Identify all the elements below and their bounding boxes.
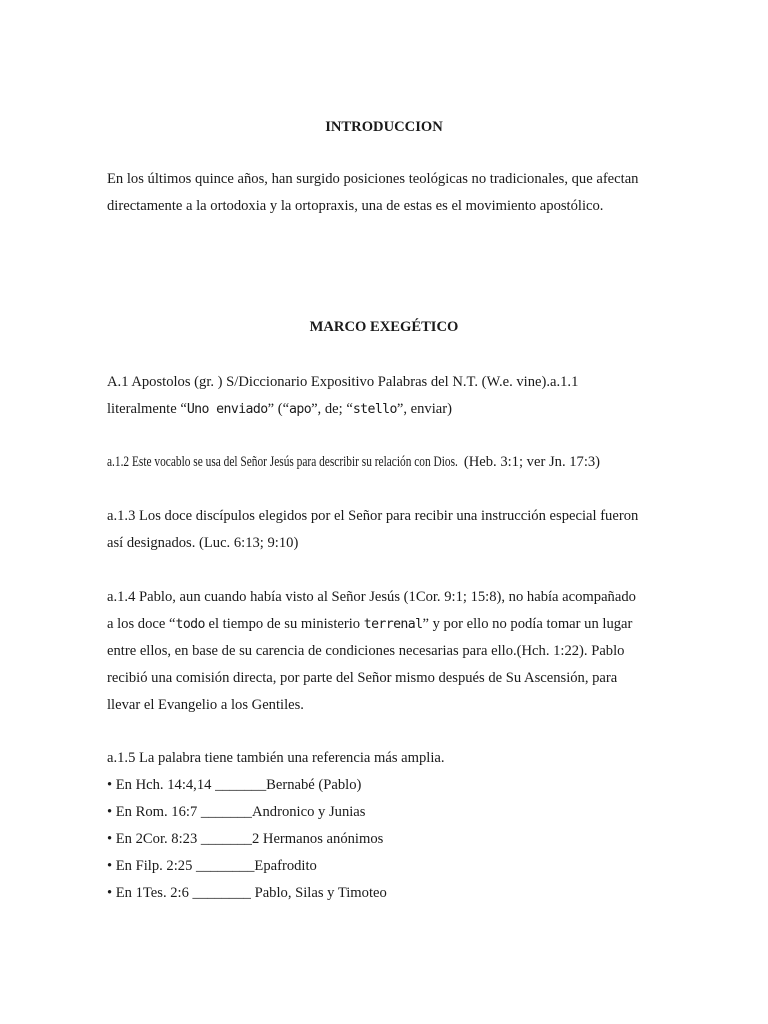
a1-line-1: A.1 Apostolos (gr. ) S/Diccionario Expositivo Palabras del N.T. (W.e. vine).a.1.1 xyxy=(107,374,579,390)
a15-intro: a.1.5 La palabra tiene también una referencia más amplia. xyxy=(107,750,445,766)
quoted-term-stello: stello xyxy=(352,402,397,417)
quoted-term-terrenal: terrenal xyxy=(363,617,423,632)
paragraph-a14 xyxy=(107,584,667,719)
paragraph-a15 xyxy=(107,745,667,907)
quoted-term-uno-enviado: Uno enviado xyxy=(186,402,268,417)
list-item: • En 2Cor. 8:23 _______2 Hermanos anónimos xyxy=(107,831,384,847)
intro-line-2: directamente a la ortodoxia y la ortopraxis, una de estas es el movimiento apostólico. xyxy=(107,198,604,214)
a14-line-5: llevar el Evangelio a los Gentiles. xyxy=(107,697,304,713)
a13-line-2: así designados. (Luc. 6:13; 9:10) xyxy=(107,535,299,551)
section-title-marco-exegetico: MARCO EXEGÉTICO xyxy=(309,319,459,335)
reference-list xyxy=(107,772,667,907)
a12-reference: (Heb. 3:1; ver Jn. 17:3) xyxy=(463,454,601,470)
list-item: • En 1Tes. 2:6 ________ Pablo, Silas y Timoteo xyxy=(107,885,387,901)
paragraph-a13 xyxy=(107,503,667,557)
section-title-introduccion: INTRODUCCION xyxy=(325,119,443,135)
paragraph-a1 xyxy=(107,369,667,423)
list-item: • En Hch. 14:4,14 _______Bernabé (Pablo) xyxy=(107,777,362,793)
a13-line-1: a.1.3 Los doce discípulos elegidos por el Señor para recibir una instrucción especial fueron xyxy=(107,508,639,524)
list-item: • En Rom. 16:7 _______Andronico y Junias xyxy=(107,804,366,820)
a12-condensed-text: a.1.2 Este vocablo se usa del Señor Jesús para describir su relación con Dios. xyxy=(107,454,458,470)
list-item: • En Filp. 2:25 ________Epafrodito xyxy=(107,858,317,874)
a14-line-1: a.1.4 Pablo, aun cuando había visto al Señor Jesús (1Cor. 9:1; 15:8), no había acompañado xyxy=(107,589,636,605)
paragraph-a12 xyxy=(107,449,727,476)
quoted-term-apo: apo xyxy=(289,402,312,417)
a14-line-4: recibió una comisión directa, por parte del Señor mismo después de Su Ascensión, para xyxy=(107,670,618,686)
a14-line-3: entre ellos, en base de su carencia de condiciones necesarias para ello.(Hch. 1:22). Pablo xyxy=(107,643,625,659)
a14-line-2: a los doce “todo el tiempo de su ministerio terrenal” y por ello no podía tomar un lugar xyxy=(107,616,633,632)
intro-line-1: En los últimos quince años, han surgido posiciones teológicas no tradicionales, que afectan xyxy=(107,171,639,187)
a1-line-2: literalmente “Uno enviado” (“apo”, de; “stello”, enviar) xyxy=(107,401,452,417)
quoted-term-todo: todo xyxy=(175,617,205,632)
intro-paragraph xyxy=(107,166,667,220)
